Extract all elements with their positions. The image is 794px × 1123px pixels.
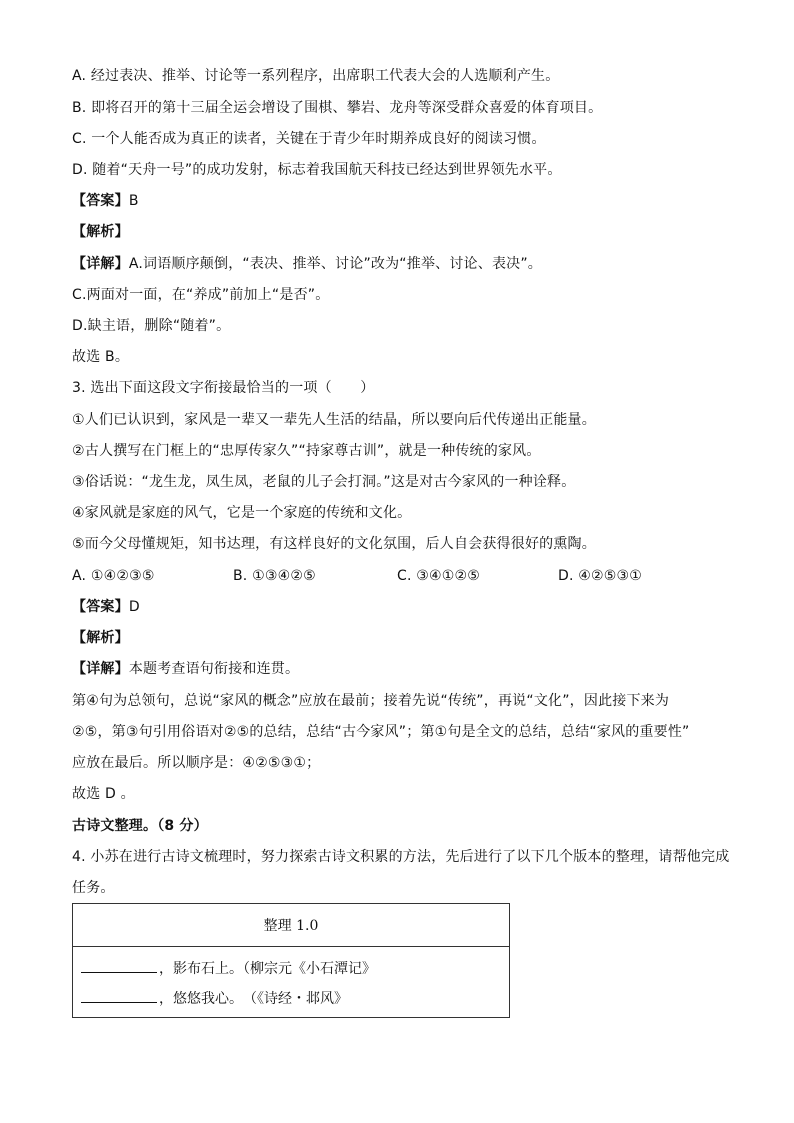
question-stem: 3. 选出下面这段文字衔接最恰当的一项（ ） — [72, 380, 375, 396]
answer-label: 【答案】 — [72, 599, 129, 615]
poem-line: ，影布石上。（柳宗元《小石潭记》 — [159, 961, 376, 977]
sentence-item: ③俗话说：“龙生龙，凤生凤，老鼠的儿子会打洞。”这是对古今家风的一种诠释。 — [72, 474, 576, 490]
detail-text: C.两面对一面，在“养成”前加上“是否”。 — [72, 287, 330, 303]
poem-row — [81, 988, 348, 1009]
choice-b: B. ①③④②⑤ — [233, 568, 316, 584]
conclusion-text: 故选 B。 — [72, 349, 130, 365]
detail-text: 应放在最后。所以顺序是：④②⑤③①； — [72, 755, 321, 771]
detail-line — [72, 659, 299, 679]
analysis-label: 【解析】 — [72, 630, 129, 646]
fill-blank[interactable] — [81, 958, 157, 973]
choices-row — [72, 566, 672, 586]
sentence-item: ④家风就是家庭的风气，它是一个家庭的传统和文化。 — [72, 505, 412, 521]
detail-line — [72, 254, 542, 274]
option-c: C. 一个人能否成为真正的读者，关键在于青少年时期养成良好的阅读习惯。 — [72, 131, 546, 147]
poem-row — [81, 958, 376, 979]
poem-line: ，悠悠我心。 （《诗经・邶风》 — [159, 991, 348, 1007]
detail-text: ②⑤，第③句引用俗语对②⑤的总结，总结“古今家风”；第①句是全文的总结，总结“家风的重要性” — [72, 724, 690, 740]
detail-text: D.缺主语，删除“随着”。 — [72, 318, 231, 334]
detail-text: A.词语顺序颠倒，“表决、推举、讨论”改为“推举、讨论、表决”。 — [128, 256, 543, 272]
choice-a: A. ①④②③⑤ — [72, 568, 155, 584]
conclusion-text: 故选 D 。 — [72, 786, 135, 802]
analysis-label: 【解析】 — [72, 224, 129, 240]
table-title: 整理 1.0 — [73, 904, 509, 947]
detail-label: 【详解】 — [72, 661, 129, 677]
choice-d: D. ④②⑤③① — [558, 568, 643, 584]
detail-text: 本题考查语句衔接和连贯。 — [128, 661, 300, 677]
choice-c: C. ③④①②⑤ — [397, 568, 481, 584]
detail-text: 第④句为总领句，总说“家风的概念”应放在最前；接着先说“传统”，再说“文化”，因此接下来为 — [72, 693, 670, 709]
section-title: 古诗文整理。（8 分） — [72, 818, 208, 834]
answer-line — [72, 191, 139, 211]
option-a: A. 经过表决、推举、讨论等一系列程序，出席职工代表大会的人选顺利产生。 — [72, 68, 560, 84]
answer-label: 【答案】 — [72, 193, 129, 209]
sentence-item: ②古人撰写在门框上的“忠厚传家久”“持家尊古训”，就是一种传统的家风。 — [72, 443, 541, 459]
fill-blank[interactable] — [81, 988, 157, 1003]
sentence-item: ①人们已认识到，家风是一辈又一辈先人生活的结晶，所以要向后代传递出正能量。 — [72, 412, 596, 428]
question-stem: 4. 小苏在进行古诗文梳理时，努力探索古诗文积累的方法，先后进行了以下几个版本的整理，请帮他完成 — [72, 849, 730, 865]
answer-value: D — [128, 599, 140, 615]
poem-table — [72, 903, 510, 1018]
option-b: B. 即将召开的第十三届全运会增设了围棋、攀岩、龙舟等深受群众喜爱的体育项目。 — [72, 100, 603, 116]
sentence-item: ⑤而今父母懂规矩，知书达理，有这样良好的文化氛围，后人自会获得很好的熏陶。 — [72, 536, 596, 552]
option-d: D. 随着“天舟一号”的成功发射，标志着我国航天科技已经达到世界领先水平。 — [72, 162, 562, 178]
answer-value: B — [128, 193, 139, 209]
answer-line — [72, 597, 140, 617]
question-stem: 任务。 — [72, 880, 115, 896]
detail-label: 【详解】 — [72, 256, 129, 272]
